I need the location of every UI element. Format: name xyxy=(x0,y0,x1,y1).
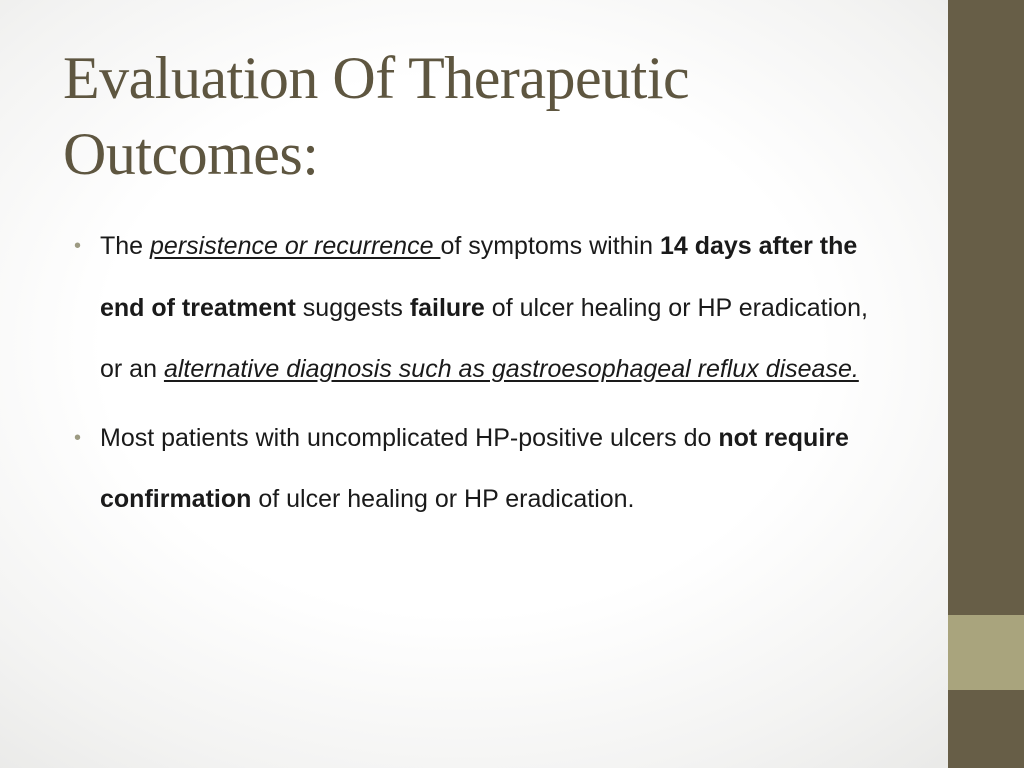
bullet-1-bold-failure: failure xyxy=(409,293,485,322)
bullet-dot-icon: • xyxy=(74,426,82,449)
bullet-1-text-4: of ulcer healing or HP eradication, or an xyxy=(100,293,868,383)
side-accent-decoration xyxy=(948,615,1024,690)
bullet-item-2 xyxy=(76,408,896,531)
bullet-1-text-3: suggests xyxy=(295,293,410,322)
bullet-1-text-1: The xyxy=(100,232,151,260)
bullet-1-emphasis-persistence: persistence or recurrence xyxy=(150,232,441,260)
bullet-1-bold-timeframe: 14 days after the end of treatment xyxy=(100,232,858,322)
bullet-1-text-2: of symptoms within xyxy=(440,232,660,260)
bullet-1-emphasis-alternative: alternative diagnosis such as gastroesophageal reflux disease. xyxy=(163,355,859,383)
bullet-2-text-1: Most patients with uncomplicated HP-positive ulcers do xyxy=(100,423,719,452)
bullet-item-1 xyxy=(76,216,896,401)
slide-title: Evaluation Of Therapeutic Outcomes: xyxy=(63,45,690,187)
bullet-2-bold-confirmation: not require confirmation xyxy=(100,423,849,513)
bullet-dot-icon: • xyxy=(74,235,82,257)
bullet-2-text-2: of ulcer healing or HP eradication. xyxy=(251,485,635,513)
bullet-list xyxy=(76,216,896,538)
